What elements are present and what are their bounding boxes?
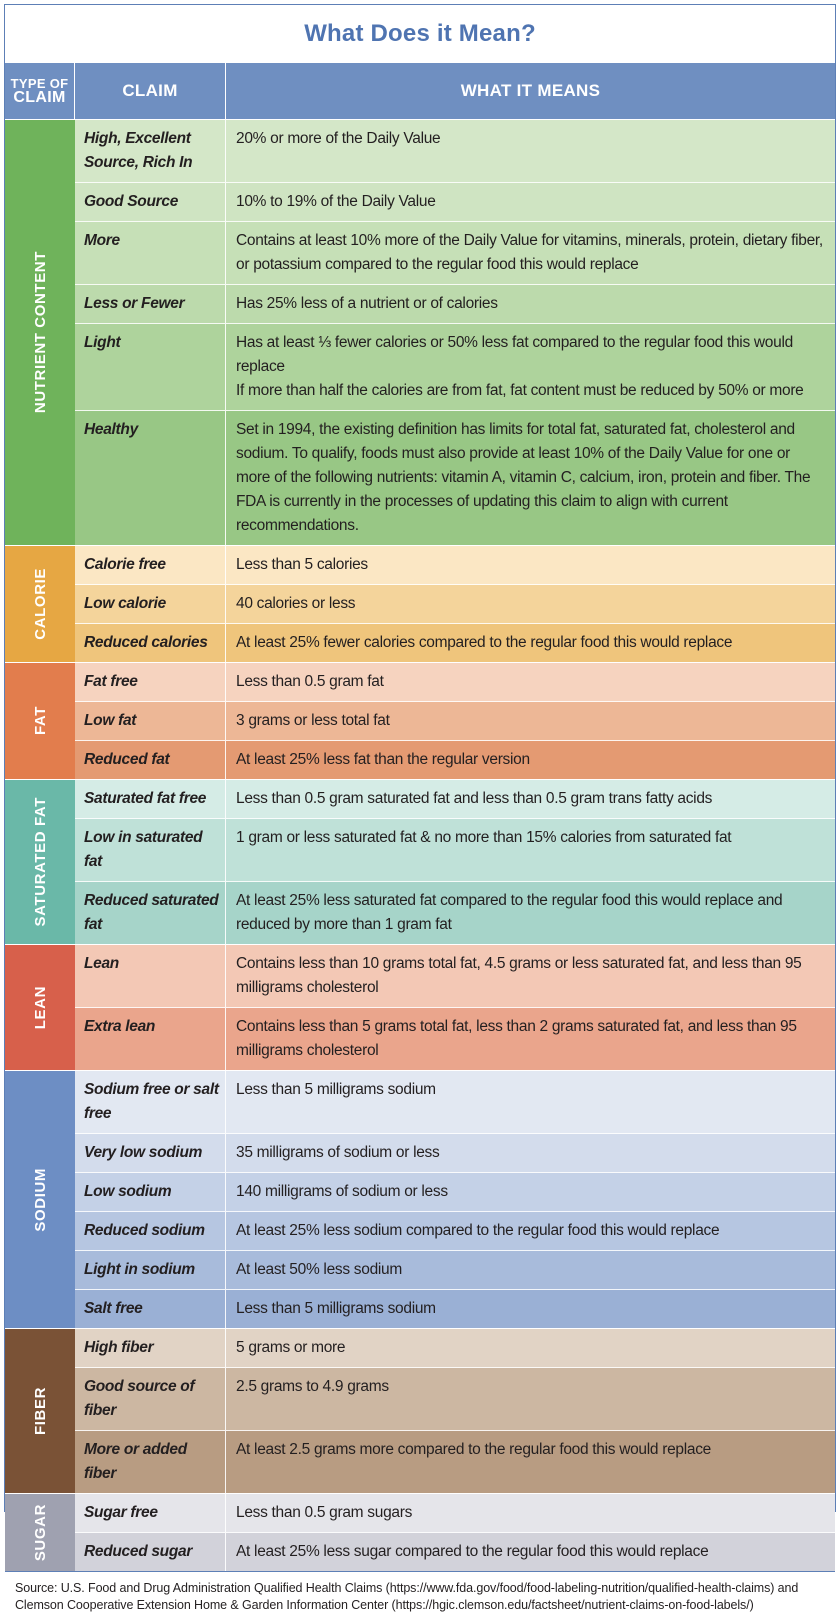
meaning-cell [226,222,835,284]
meaning-cell [226,945,835,1007]
meaning-cell [226,1329,835,1367]
category-rows [75,1071,835,1328]
claim-cell: Fat free [75,663,226,701]
category-rows [75,945,835,1070]
meaning-text: At least 25% fewer calories compared to the regular food this would replace [236,634,733,651]
meaning-cell [226,1212,835,1250]
meaning-text: At least 25% less sugar compared to the regular food this would replace [236,1543,709,1560]
category-rows [75,1494,835,1571]
header-type-of-claim [5,63,75,119]
meaning-cell [226,1134,835,1172]
claim-cell: Good Source [75,183,226,221]
table-row [75,1008,835,1070]
claim-cell: Reduced fat [75,741,226,779]
table-row [75,780,835,819]
table-row [75,546,835,585]
meaning-text: Less than 0.5 gram saturated fat and less than 0.5 gram trans fatty acids [236,790,713,807]
meaning-text: Less than 5 milligrams sodium [236,1081,436,1098]
category-label [5,663,75,779]
table-row [75,882,835,944]
source-note: Source: U.S. Food and Drug Administration Qualified Health Claims (https://www.fda.gov/food/food-labeling-nutrition/qualified-health-claims) and Clemson Cooperative Extension Home & Garden Information Center (https://hgic.clemson.edu/factsheet/nutrient-claims-on-food-labels/) [5,1571,835,1622]
meaning-text: Set in 1994, the existing definition has limits for total fat, saturated fat, cholesterol and sodium. To qualify, foods must also provide at least 10% of the Daily Value for one or more of the following nutrients: vitamin A, vitamin C, calcium, iron, protein and fiber. The FDA is currently in the processes of updating this claim to align with current recommendations. [236,421,811,534]
table-row [75,324,835,411]
claims-table [4,4,836,1612]
claim-cell: Healthy [75,411,226,545]
claim-cell: Less or Fewer [75,285,226,323]
meaning-cell [226,1173,835,1211]
claim-cell: Reduced sodium [75,1212,226,1250]
meaning-cell [226,819,835,881]
table-row [75,411,835,545]
category-label [5,780,75,944]
category-label-text: FAT [31,706,49,736]
meaning-text: At least 50% less sodium [236,1261,402,1278]
page-title: What Does it Mean? [304,20,536,47]
table-row [75,1251,835,1290]
meaning-text: Less than 5 milligrams sodium [236,1300,436,1317]
table-row [75,222,835,285]
meaning-text: At least 25% less fat than the regular version [236,751,530,768]
claim-cell: More [75,222,226,284]
category-section [5,662,835,779]
claim-cell: Saturated fat free [75,780,226,818]
meaning-cell [226,1431,835,1493]
meaning-text: Has 25% less of a nutrient or of calories [236,295,498,312]
table-row [75,285,835,324]
claim-cell: Sodium free or salt free [75,1071,226,1133]
meaning-cell [226,1494,835,1532]
table-row [75,702,835,741]
meaning-cell [226,741,835,779]
category-label-text: CALORIE [31,568,49,640]
category-section [5,119,835,545]
meaning-text: Has at least ⅓ fewer calories or 50% less fat compared to the regular food this would replace If more than half the calories are from fat, fat content must be reduced by 50% or more [236,334,804,399]
category-rows [75,546,835,662]
category-label [5,1329,75,1493]
category-rows [75,780,835,944]
claim-cell: High fiber [75,1329,226,1367]
table-row [75,120,835,183]
meaning-text: Contains at least 10% more of the Daily Value for vitamins, minerals, protein, dietary fiber, or potassium compared to the regular food this would replace [236,232,823,273]
meaning-cell [226,120,835,182]
category-section [5,545,835,662]
meaning-cell [226,1290,835,1328]
meaning-text: 140 milligrams of sodium or less [236,1183,448,1200]
category-label [5,945,75,1070]
meaning-text: Contains less than 10 grams total fat, 4.5 grams or less saturated fat, and less than 95 milligrams cholesterol [236,955,802,996]
claim-cell: Light in sodium [75,1251,226,1289]
claim-cell: Low fat [75,702,226,740]
table-row [75,819,835,882]
category-label [5,546,75,662]
meaning-cell [226,780,835,818]
table-row [75,1329,835,1368]
meaning-cell [226,285,835,323]
header-type-line2: CLAIM [13,89,66,106]
meaning-cell [226,1533,835,1571]
claim-cell: Lean [75,945,226,1007]
table-row [75,945,835,1008]
table-row [75,1494,835,1533]
claim-cell: High, Excellent Source, Rich In [75,120,226,182]
meaning-cell [226,663,835,701]
meaning-text: Less than 0.5 gram sugars [236,1504,413,1521]
claim-cell: Extra lean [75,1008,226,1070]
category-label-text: NUTRIENT CONTENT [31,251,49,414]
meaning-text: 20% or more of the Daily Value [236,130,441,147]
table-row [75,1173,835,1212]
meaning-cell [226,1008,835,1070]
category-rows [75,663,835,779]
claim-cell: Low calorie [75,585,226,623]
meaning-cell [226,324,835,410]
category-label [5,1494,75,1571]
claim-cell: Calorie free [75,546,226,584]
claim-cell: Very low sodium [75,1134,226,1172]
meaning-cell [226,411,835,545]
meaning-cell [226,624,835,662]
category-section [5,1070,835,1328]
category-label-text: SUGAR [31,1503,49,1562]
meaning-cell [226,1368,835,1430]
table-row [75,1431,835,1493]
meaning-cell [226,183,835,221]
meaning-cell [226,546,835,584]
category-label [5,120,75,545]
category-section [5,1493,835,1571]
table-row [75,741,835,779]
category-section [5,779,835,944]
category-section [5,1328,835,1493]
meaning-text: 3 grams or less total fat [236,712,390,729]
table-row [75,1134,835,1173]
meaning-text: At least 25% less saturated fat compared to the regular food this would replace and reduced by more than 1 gram fat [236,892,783,933]
claim-cell: More or added fiber [75,1431,226,1493]
claim-cell: Reduced saturated fat [75,882,226,944]
header-claim: CLAIM [75,63,226,119]
meaning-text: 5 grams or more [236,1339,346,1356]
meaning-cell [226,882,835,944]
claim-cell: Sugar free [75,1494,226,1532]
meaning-cell [226,1251,835,1289]
meaning-text: Less than 0.5 gram fat [236,673,384,690]
category-rows [75,1329,835,1493]
claim-cell: Good source of fiber [75,1368,226,1430]
table-row [75,585,835,624]
claim-cell: Low sodium [75,1173,226,1211]
meaning-cell [226,585,835,623]
category-label-text: FIBER [31,1387,49,1435]
claim-cell: Reduced calories [75,624,226,662]
meaning-text: Less than 5 calories [236,556,368,573]
category-label-text: SATURATED FAT [31,797,49,927]
meaning-cell [226,1071,835,1133]
category-section [5,944,835,1070]
table-body [5,119,835,1571]
table-row [75,183,835,222]
category-label-text: LEAN [31,985,49,1030]
table-row [75,1071,835,1134]
meaning-text: At least 25% less sodium compared to the regular food this would replace [236,1222,720,1239]
table-row [75,1212,835,1251]
claim-cell: Reduced sugar [75,1533,226,1571]
meaning-text: 10% to 19% of the Daily Value [236,193,436,210]
meaning-text: At least 2.5 grams more compared to the regular food this would replace [236,1441,711,1458]
category-label-text: SODIUM [31,1167,49,1232]
meaning-text: 2.5 grams to 4.9 grams [236,1378,389,1395]
header-what-it-means: WHAT IT MEANS [460,81,601,100]
meaning-text: 40 calories or less [236,595,356,612]
category-label [5,1071,75,1328]
claim-cell: Light [75,324,226,410]
table-row [75,1290,835,1328]
header-type-line1: TYPE OF [10,76,69,91]
claim-cell: Salt free [75,1290,226,1328]
meaning-text: 1 gram or less saturated fat & no more than 15% calories from saturated fat [236,829,732,846]
category-rows [75,120,835,545]
meaning-text: 35 milligrams of sodium or less [236,1144,440,1161]
table-row [75,1533,835,1571]
claim-cell: Low in saturated fat [75,819,226,881]
meaning-text: Contains less than 5 grams total fat, less than 2 grams saturated fat, and less than 95 milligrams cholesterol [236,1018,797,1059]
table-header [5,63,835,119]
meaning-cell [226,702,835,740]
table-row [75,1368,835,1431]
table-row [75,663,835,702]
table-row [75,624,835,662]
